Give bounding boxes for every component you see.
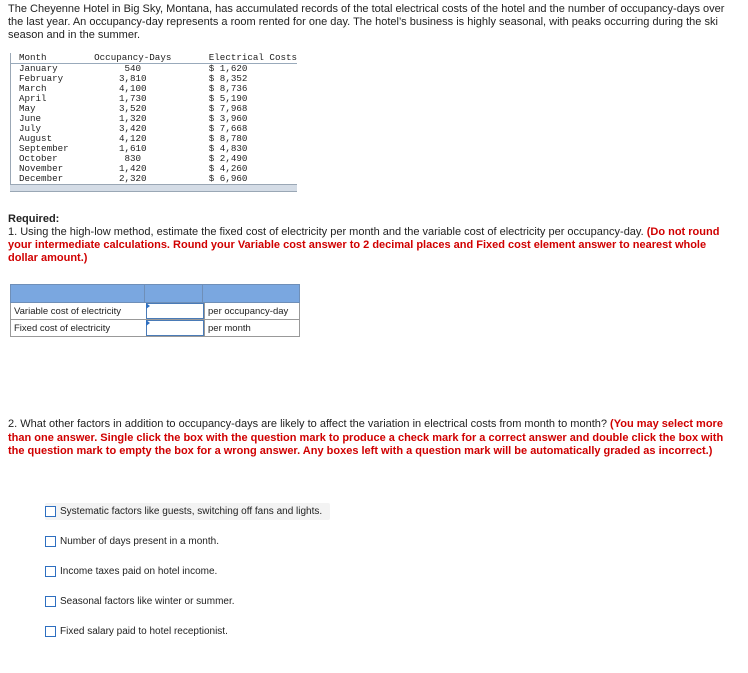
question-2 (8, 418, 738, 459)
option-label: Income taxes paid on hotel income. (60, 565, 218, 577)
electrical-cost-cell: $ 8,352 (208, 73, 248, 84)
electrical-cost-cell: $ 8,736 (208, 83, 248, 94)
table-row (10, 94, 297, 104)
electrical-cost-cell: $ 8,780 (208, 133, 248, 144)
electrical-cost-cell: $ 4,260 (208, 163, 248, 174)
month-cell: June (19, 113, 42, 124)
option-days-in-month[interactable] (45, 531, 219, 551)
occupancy-days-cell: 1,730 (118, 93, 147, 104)
variable-cost-label: Variable cost of electricity (14, 306, 122, 317)
electrical-cost-cell: $ 7,968 (208, 103, 248, 114)
fixed-cost-row (10, 320, 300, 337)
fixed-cost-input[interactable] (146, 320, 204, 336)
occupancy-days-cell: 4,100 (118, 83, 147, 94)
occupancy-days-cell: 4,120 (118, 133, 147, 144)
fixed-cost-unit (204, 320, 300, 336)
month-cell: December (19, 173, 64, 184)
option-row (45, 503, 330, 520)
month-cell: September (19, 143, 69, 154)
option-label: Number of days present in a month. (60, 535, 219, 547)
electrical-cost-cell: $ 7,668 (208, 123, 248, 134)
occupancy-days-cell: 1,420 (118, 163, 147, 174)
occupancy-days-cell: 2,320 (118, 173, 147, 184)
input-marker-icon (146, 320, 150, 326)
problem-intro: The Cheyenne Hotel in Big Sky, Montana, has accumulated records of the total electrical costs of the hotel and the number of occupancy-days over the last year. An occupancy-day represents a room rented for one day. The hotel’s business is highly seasonal, with peaks occurring during the ski season and in the summer. (8, 3, 725, 41)
month-cell: July (19, 123, 42, 134)
electrical-cost-cell: $ 4,830 (208, 143, 248, 154)
month-cell: November (19, 163, 64, 174)
header-divider (144, 284, 145, 303)
fixed-cost-label: Fixed cost of electricity (14, 323, 111, 334)
option-income-taxes[interactable] (45, 561, 217, 581)
question-2-instructions: (You may select more than one answer. Single click the box with the question mark to produce a check mark for a correct answer and double click the box with the question mark to empty the box for a wrong answer. Any boxes left with a question mark will be automatically graded as incorrect.) (8, 418, 724, 457)
option-label: Systematic factors like guests, switching off fans and lights. (60, 505, 323, 517)
occupancy-days-cell: 1,610 (118, 143, 147, 154)
monthly-records-table (10, 53, 297, 184)
question-2-text: 2. What other factors in addition to occupancy-days are likely to affect the variation in electrical costs from month to month? (8, 418, 607, 430)
checkbox-icon[interactable] (45, 626, 56, 637)
variable-cost-unit-text: per occupancy-day (208, 306, 289, 317)
occupancy-days-cell: 830 (124, 153, 142, 164)
header-month: Month (10, 53, 85, 64)
occupancy-days-cell: 1,320 (118, 113, 147, 124)
month-cell: October (19, 153, 58, 164)
option-label: Seasonal factors like winter or summer. (60, 595, 235, 607)
occupancy-days-cell: 540 (124, 63, 142, 74)
variable-cost-row (10, 303, 300, 320)
header-occupancy-days: Occupancy-Days (85, 53, 181, 64)
electrical-cost-cell: $ 2,490 (208, 153, 248, 164)
electrical-cost-cell: $ 3,960 (208, 113, 248, 124)
variable-cost-input[interactable] (146, 303, 204, 319)
header-electrical-costs: Electrical Costs (181, 53, 297, 64)
checkbox-icon[interactable] (45, 596, 56, 607)
checkbox-icon[interactable] (45, 506, 56, 517)
data-table (10, 53, 297, 193)
month-cell: May (19, 103, 36, 114)
electrical-cost-cell: $ 6,960 (208, 173, 248, 184)
option-seasonal-factors[interactable] (45, 591, 235, 611)
table-row (10, 174, 297, 184)
question-1-instructions: (Do not round your intermediate calculations. Round your Variable cost answer to 2 decimal places and Fixed cost element answer to nearest whole dollar amount.) (8, 226, 720, 264)
option-fixed-salary[interactable] (45, 621, 228, 641)
occupancy-days-cell: 3,810 (118, 73, 147, 84)
electrical-cost-cell: $ 5,190 (208, 93, 248, 104)
fixed-cost-unit-text: per month (208, 323, 251, 334)
variable-cost-unit (204, 303, 300, 319)
month-cell: April (19, 93, 47, 104)
month-cell: February (19, 73, 64, 84)
table-header-row (10, 53, 297, 64)
occupancy-days-cell: 3,420 (118, 123, 147, 134)
month-cell: January (19, 63, 58, 74)
table-row (10, 114, 297, 124)
month-cell: August (19, 133, 53, 144)
option-label: Fixed salary paid to hotel receptionist. (60, 625, 228, 637)
question-1-text: 1. Using the high-low method, estimate the fixed cost of electricity per month and the variable cost of electricity per occupancy-day. (8, 226, 644, 238)
input-marker-icon (146, 303, 150, 309)
table-row (10, 84, 297, 94)
question-1 (8, 226, 738, 265)
checkbox-icon[interactable] (45, 566, 56, 577)
header-divider (202, 284, 203, 303)
answer-grid-header (10, 284, 300, 303)
table-row (10, 74, 297, 84)
required-label: Required: (8, 213, 60, 225)
occupancy-days-cell: 3,520 (118, 103, 147, 114)
option-systematic-factors[interactable] (45, 501, 330, 521)
table-footer-bar (10, 184, 297, 192)
electrical-cost-cell: $ 1,620 (208, 63, 248, 74)
table-row (10, 124, 297, 134)
month-cell: March (19, 83, 47, 94)
table-row (10, 104, 297, 114)
checkbox-icon[interactable] (45, 536, 56, 547)
